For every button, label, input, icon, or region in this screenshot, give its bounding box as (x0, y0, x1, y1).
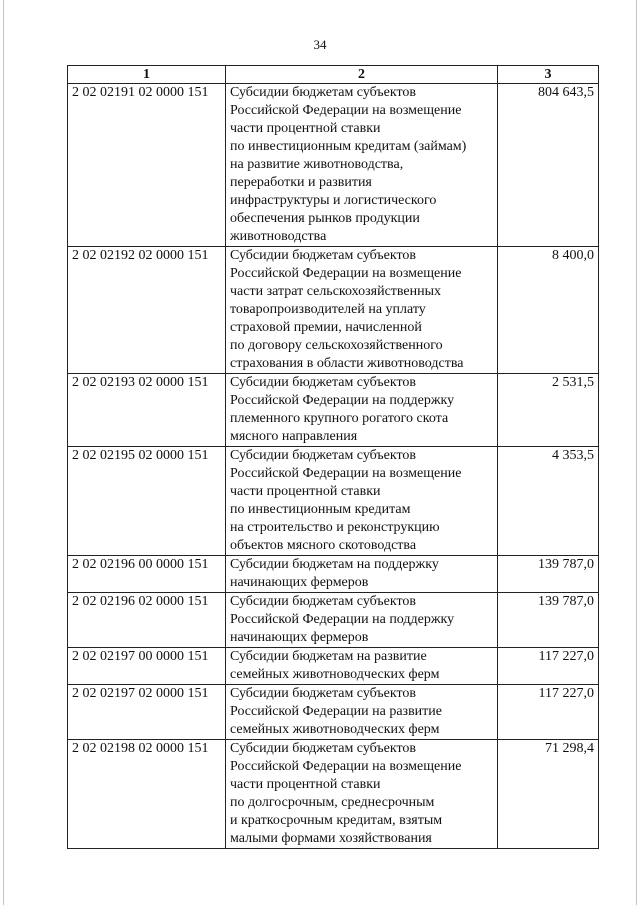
table-row (68, 556, 599, 593)
table-row (68, 447, 599, 556)
table-row (68, 247, 599, 374)
row-description: Субсидии бюджетам субъектов Российской Федерации на возмещение части процентной ставки по инвестиционным кредитам на строительство и реконструкцию объектов мясного скотоводства (226, 447, 498, 556)
scan-edge-left (3, 0, 4, 905)
row-amount: 4 353,5 (498, 447, 599, 556)
row-amount: 71 298,4 (498, 740, 599, 849)
table-header-row (68, 66, 599, 84)
row-amount: 117 227,0 (498, 685, 599, 740)
table-row (68, 685, 599, 740)
row-description: Субсидии бюджетам субъектов Российской Федерации на возмещение части затрат сельскохозяйственных товаропроизводителей на уплату страховой премии, начисленной по договору сельскохозяйственного страхования в области животноводства (226, 247, 498, 374)
column-header-amount: 3 (498, 66, 599, 84)
row-description: Субсидии бюджетам на развитие семейных животноводческих ферм (226, 648, 498, 685)
row-description: Субсидии бюджетам субъектов Российской Федерации на развитие семейных животноводческих ферм (226, 685, 498, 740)
column-header-code: 1 (68, 66, 226, 84)
row-amount: 2 531,5 (498, 374, 599, 447)
column-header-description: 2 (226, 66, 498, 84)
table-row (68, 593, 599, 648)
table-row (68, 374, 599, 447)
row-code: 2 02 02195 02 0000 151 (68, 447, 226, 556)
table-row (68, 740, 599, 849)
row-amount: 804 643,5 (498, 84, 599, 247)
row-description: Субсидии бюджетам субъектов Российской Федерации на возмещение части процентной ставки по долгосрочным, среднесрочным и краткосрочным кредитам, взятым малыми формами хозяйствования (226, 740, 498, 849)
row-code: 2 02 02196 02 0000 151 (68, 593, 226, 648)
row-code: 2 02 02192 02 0000 151 (68, 247, 226, 374)
row-description: Субсидии бюджетам субъектов Российской Федерации на возмещение части процентной ставки по инвестиционным кредитам (займам) на развитие животноводства, переработки и развития инфраструктуры и логистического обеспечения рынков продукции животноводства (226, 84, 498, 247)
row-code: 2 02 02197 00 0000 151 (68, 648, 226, 685)
row-code: 2 02 02191 02 0000 151 (68, 84, 226, 247)
row-code: 2 02 02193 02 0000 151 (68, 374, 226, 447)
row-code: 2 02 02196 00 0000 151 (68, 556, 226, 593)
scan-edge-right (636, 0, 637, 905)
row-amount: 117 227,0 (498, 648, 599, 685)
row-description: Субсидии бюджетам субъектов Российской Федерации на поддержку племенного крупного рогатого скота мясного направления (226, 374, 498, 447)
budget-table (67, 65, 599, 849)
row-amount: 8 400,0 (498, 247, 599, 374)
page-number: 34 (313, 37, 327, 52)
row-amount: 139 787,0 (498, 593, 599, 648)
row-code: 2 02 02197 02 0000 151 (68, 685, 226, 740)
table-row (68, 84, 599, 247)
row-amount: 139 787,0 (498, 556, 599, 593)
row-description: Субсидии бюджетам на поддержку начинающих фермеров (226, 556, 498, 593)
table-row (68, 648, 599, 685)
row-code: 2 02 02198 02 0000 151 (68, 740, 226, 849)
row-description: Субсидии бюджетам субъектов Российской Федерации на поддержку начинающих фермеров (226, 593, 498, 648)
